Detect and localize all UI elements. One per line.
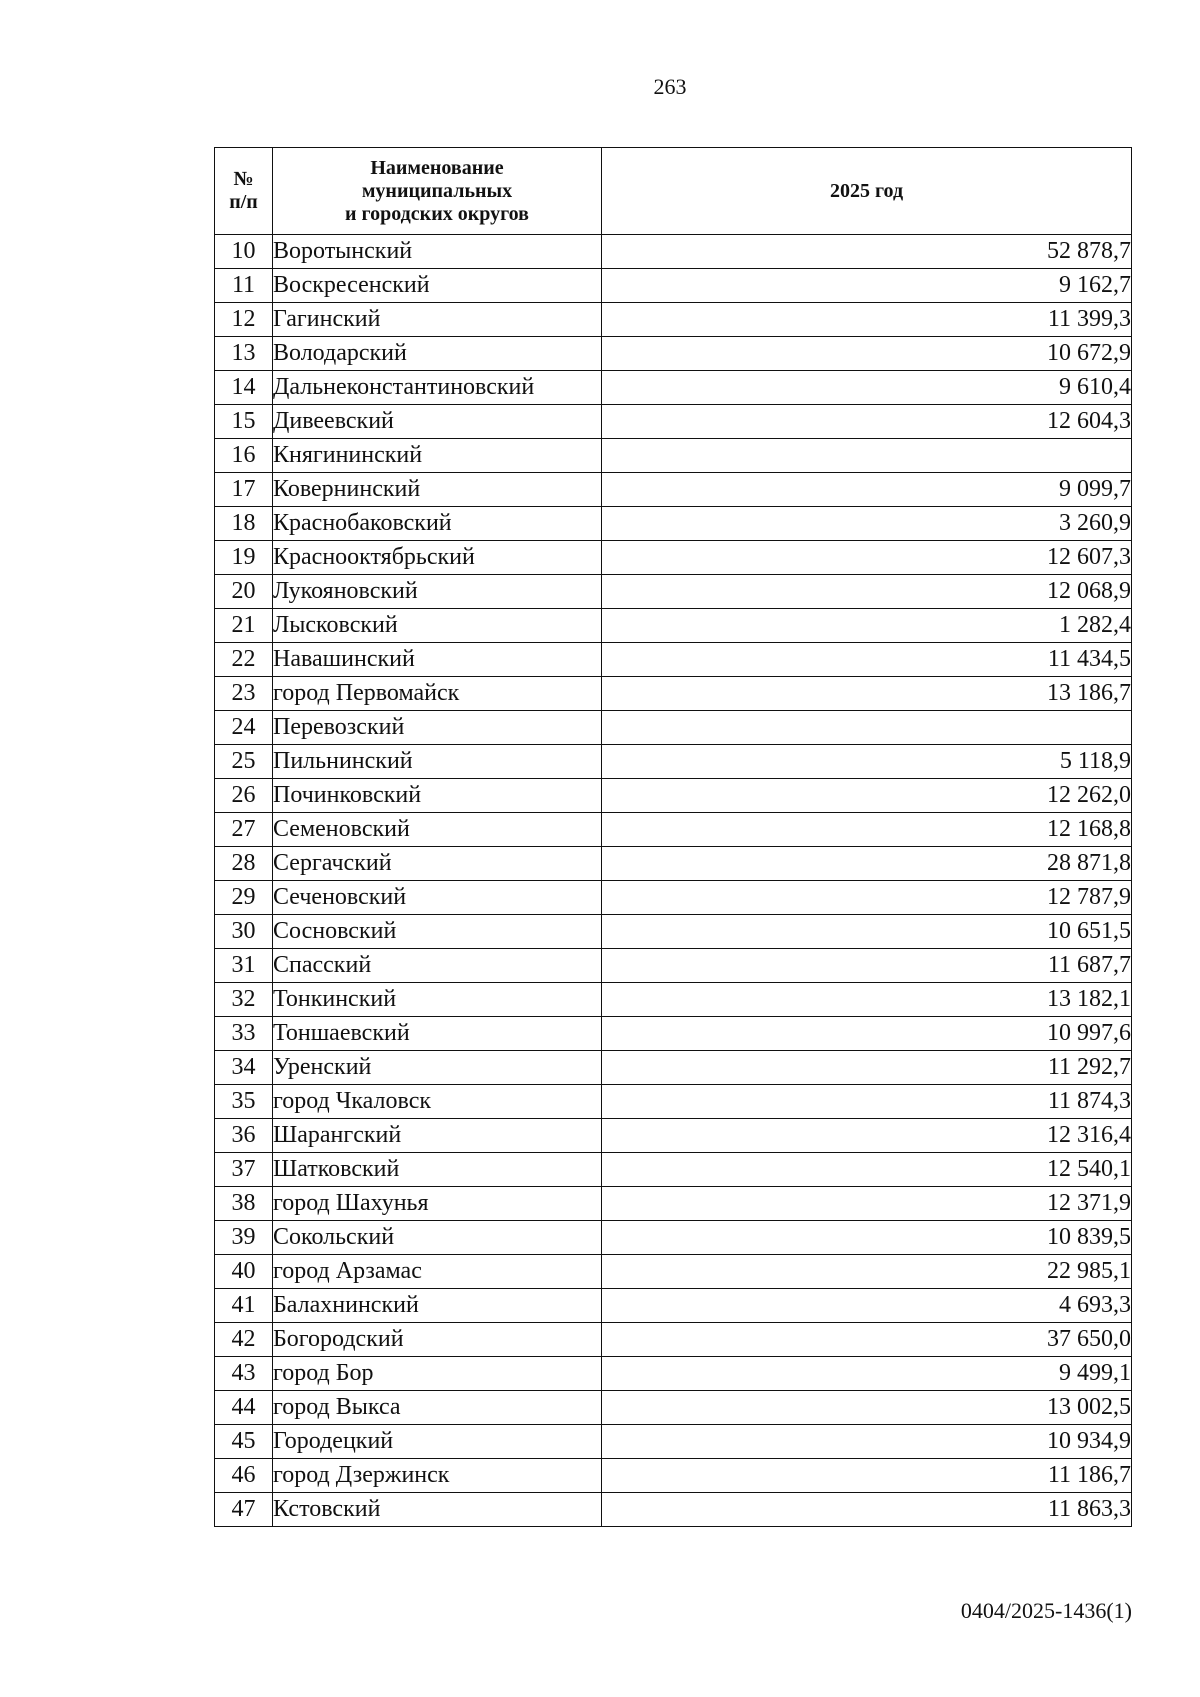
table-row [215,1391,1132,1425]
row-value: 10 651,5 [602,915,1132,949]
table-row [215,473,1132,507]
row-name: Спасский [273,949,602,983]
row-name: Дивеевский [273,405,602,439]
row-number: 16 [215,439,273,473]
row-number: 35 [215,1085,273,1119]
header-name: Наименование муниципальных и городских округов [273,148,602,235]
row-value: 12 604,3 [602,405,1132,439]
row-number: 23 [215,677,273,711]
row-value: 10 934,9 [602,1425,1132,1459]
row-name: Воскресенский [273,269,602,303]
row-value: 11 434,5 [602,643,1132,677]
table-row [215,235,1132,269]
row-name: Городецкий [273,1425,602,1459]
table-body [215,235,1132,1527]
row-number: 40 [215,1255,273,1289]
table-row [215,711,1132,745]
row-value: 13 002,5 [602,1391,1132,1425]
table-row [215,847,1132,881]
row-number: 20 [215,575,273,609]
row-value: 10 839,5 [602,1221,1132,1255]
data-table [214,147,1132,1527]
row-name: Тоншаевский [273,1017,602,1051]
row-number: 11 [215,269,273,303]
row-number: 42 [215,1323,273,1357]
row-value: 12 316,4 [602,1119,1132,1153]
row-name: город Выкса [273,1391,602,1425]
row-number: 13 [215,337,273,371]
document-code: 0404/2025-1436(1) [960,1598,1132,1623]
row-value: 10 672,9 [602,337,1132,371]
row-name: Навашинский [273,643,602,677]
row-name: город Арзамас [273,1255,602,1289]
table-row [215,1493,1132,1527]
row-number: 18 [215,507,273,541]
table-row [215,983,1132,1017]
row-value [602,439,1132,473]
table-row [215,1119,1132,1153]
table-row [215,1221,1132,1255]
row-number: 12 [215,303,273,337]
row-number: 22 [215,643,273,677]
row-value: 10 997,6 [602,1017,1132,1051]
table-row [215,609,1132,643]
table-row [215,1017,1132,1051]
row-value: 13 186,7 [602,677,1132,711]
table-row [215,643,1132,677]
row-value: 11 186,7 [602,1459,1132,1493]
header-year: 2025 год [602,148,1132,235]
table-row [215,1255,1132,1289]
row-value: 11 863,3 [602,1493,1132,1527]
row-number: 37 [215,1153,273,1187]
table-row [215,507,1132,541]
row-name: Уренский [273,1051,602,1085]
row-value: 12 262,0 [602,779,1132,813]
row-name: Сеченовский [273,881,602,915]
row-name: Шарангский [273,1119,602,1153]
row-value: 11 874,3 [602,1085,1132,1119]
row-value: 37 650,0 [602,1323,1132,1357]
row-value: 28 871,8 [602,847,1132,881]
header-number: № п/п [215,148,273,235]
row-number: 36 [215,1119,273,1153]
row-value: 11 292,7 [602,1051,1132,1085]
row-name: Володарский [273,337,602,371]
row-name: Балахнинский [273,1289,602,1323]
row-number: 32 [215,983,273,1017]
row-value: 5 118,9 [602,745,1132,779]
table-row [215,575,1132,609]
row-number: 15 [215,405,273,439]
row-number: 30 [215,915,273,949]
row-number: 25 [215,745,273,779]
row-number: 34 [215,1051,273,1085]
row-name: Дальнеконстантиновский [273,371,602,405]
row-name: Краснобаковский [273,507,602,541]
row-number: 44 [215,1391,273,1425]
row-name: Княгининский [273,439,602,473]
row-name: Ковернинский [273,473,602,507]
row-number: 43 [215,1357,273,1391]
row-name: Краснооктябрьский [273,541,602,575]
row-number: 41 [215,1289,273,1323]
table-row [215,745,1132,779]
row-number: 38 [215,1187,273,1221]
row-number: 17 [215,473,273,507]
table-header-row [215,148,1132,235]
row-number: 45 [215,1425,273,1459]
table-row [215,439,1132,473]
row-value: 12 540,1 [602,1153,1132,1187]
row-value: 9 099,7 [602,473,1132,507]
table-row [215,371,1132,405]
row-name: город Первомайск [273,677,602,711]
row-name: Починковский [273,779,602,813]
row-value: 12 607,3 [602,541,1132,575]
row-name: город Дзержинск [273,1459,602,1493]
row-name: Богородский [273,1323,602,1357]
table-row [215,405,1132,439]
row-value: 52 878,7 [602,235,1132,269]
row-value: 12 168,8 [602,813,1132,847]
row-value: 9 162,7 [602,269,1132,303]
row-value: 4 693,3 [602,1289,1132,1323]
table-row [215,1323,1132,1357]
table-row [215,337,1132,371]
table-row [215,949,1132,983]
row-name: город Бор [273,1357,602,1391]
table-row [215,303,1132,337]
row-name: Шатковский [273,1153,602,1187]
table-row [215,1051,1132,1085]
table-row [215,779,1132,813]
row-name: город Шахунья [273,1187,602,1221]
table-row [215,1459,1132,1493]
row-name: Сосновский [273,915,602,949]
table-row [215,1187,1132,1221]
row-number: 47 [215,1493,273,1527]
row-number: 10 [215,235,273,269]
row-name: Кстовский [273,1493,602,1527]
table-row [215,915,1132,949]
row-name: Сергачский [273,847,602,881]
row-value: 9 499,1 [602,1357,1132,1391]
table-row [215,269,1132,303]
row-number: 28 [215,847,273,881]
row-number: 31 [215,949,273,983]
row-value: 12 068,9 [602,575,1132,609]
row-number: 19 [215,541,273,575]
row-number: 27 [215,813,273,847]
table-row [215,1153,1132,1187]
row-value: 12 371,9 [602,1187,1132,1221]
row-name: Семеновский [273,813,602,847]
table-row [215,1085,1132,1119]
row-value [602,711,1132,745]
row-name: Гагинский [273,303,602,337]
table-row [215,1289,1132,1323]
row-value: 3 260,9 [602,507,1132,541]
row-name: Перевозский [273,711,602,745]
row-value: 12 787,9 [602,881,1132,915]
row-number: 29 [215,881,273,915]
row-number: 33 [215,1017,273,1051]
table-row [215,677,1132,711]
row-number: 24 [215,711,273,745]
row-value: 11 687,7 [602,949,1132,983]
row-number: 26 [215,779,273,813]
row-name: Лысковский [273,609,602,643]
row-name: Воротынский [273,235,602,269]
row-number: 21 [215,609,273,643]
row-value: 13 182,1 [602,983,1132,1017]
row-name: Лукояновский [273,575,602,609]
row-number: 14 [215,371,273,405]
row-number: 46 [215,1459,273,1493]
row-value: 22 985,1 [602,1255,1132,1289]
row-name: Сокольский [273,1221,602,1255]
row-name: Тонкинский [273,983,602,1017]
table-row [215,1357,1132,1391]
table-row [215,813,1132,847]
row-value: 9 610,4 [602,371,1132,405]
table-row [215,1425,1132,1459]
row-value: 11 399,3 [602,303,1132,337]
table-row [215,881,1132,915]
table-row [215,541,1132,575]
page-number: 263 [653,74,687,99]
row-value: 1 282,4 [602,609,1132,643]
row-name: Пильнинский [273,745,602,779]
row-number: 39 [215,1221,273,1255]
row-name: город Чкаловск [273,1085,602,1119]
